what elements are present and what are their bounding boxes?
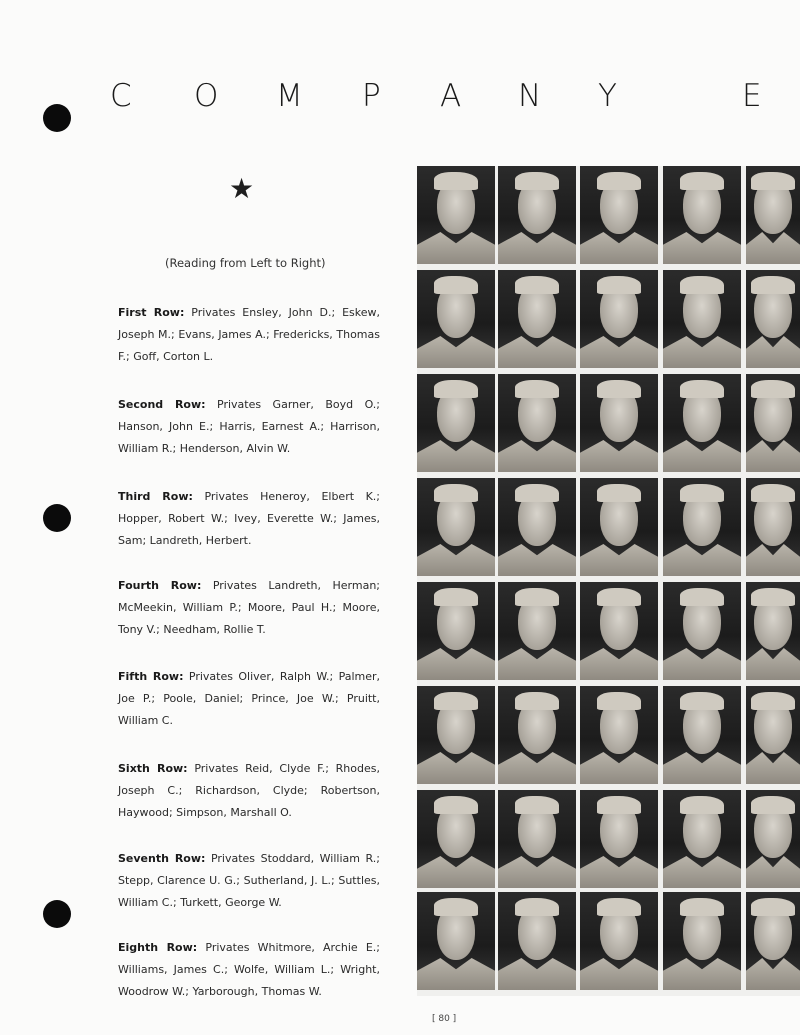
- soldier-portrait: [746, 166, 800, 264]
- uniform-shirt: [746, 440, 800, 472]
- caption-third-row: [118, 486, 380, 552]
- row-names: Privates Stoddard, William R.; Stepp, Clarence U. G.; Sutherland, J. L.; Suttles, William C.; Turkett, George W.: [118, 852, 380, 909]
- uniform-shirt: [663, 440, 741, 472]
- soldier-portrait: [498, 892, 576, 990]
- row-label: Sixth Row:: [118, 762, 188, 775]
- row-label: Fifth Row:: [118, 670, 184, 683]
- garrison-cap: [515, 172, 559, 190]
- uniform-shirt: [498, 856, 576, 888]
- garrison-cap: [680, 276, 724, 294]
- garrison-cap: [515, 380, 559, 398]
- soldier-portrait: [663, 686, 741, 784]
- garrison-cap: [680, 380, 724, 398]
- garrison-cap: [434, 898, 478, 916]
- soldier-portrait: [663, 582, 741, 680]
- soldier-portrait: [580, 166, 658, 264]
- row-names: Privates Reid, Clyde F.; Rhodes, Joseph C.; Richardson, Clyde; Robertson, Haywood; Simpson, Marshall O.: [118, 762, 380, 819]
- soldier-portrait: [580, 892, 658, 990]
- uniform-shirt: [417, 232, 495, 264]
- soldier-portrait: [417, 790, 495, 888]
- uniform-shirt: [417, 856, 495, 888]
- garrison-cap: [680, 796, 724, 814]
- uniform-shirt: [746, 958, 800, 990]
- garrison-cap: [434, 484, 478, 502]
- uniform-shirt: [498, 440, 576, 472]
- page-title: [110, 78, 800, 118]
- binder-hole-bottom: [43, 900, 71, 928]
- reading-note: (Reading from Left to Right): [165, 256, 326, 270]
- soldier-portrait: [746, 270, 800, 368]
- garrison-cap: [434, 588, 478, 606]
- soldier-portrait: [417, 374, 495, 472]
- caption-fifth-row: [118, 666, 380, 732]
- garrison-cap: [680, 898, 724, 916]
- garrison-cap: [434, 796, 478, 814]
- soldier-portrait: [498, 790, 576, 888]
- row-names: Privates Heneroy, Elbert K.; Hopper, Robert W.; Ivey, Everette W.; James, Sam; Landreth, Herbert.: [118, 490, 381, 547]
- garrison-cap: [597, 380, 641, 398]
- binder-hole-top: [43, 104, 71, 132]
- garrison-cap: [597, 588, 641, 606]
- soldier-portrait: [746, 374, 800, 472]
- caption-sixth-row: [118, 758, 380, 824]
- soldier-portrait: [498, 374, 576, 472]
- uniform-shirt: [580, 440, 658, 472]
- garrison-cap: [434, 172, 478, 190]
- soldier-portrait: [498, 478, 576, 576]
- soldier-portrait: [580, 582, 658, 680]
- garrison-cap: [751, 484, 795, 502]
- uniform-shirt: [498, 752, 576, 784]
- uniform-shirt: [417, 544, 495, 576]
- row-label: Second Row:: [118, 398, 206, 411]
- garrison-cap: [597, 276, 641, 294]
- row-label: Fourth Row:: [118, 579, 202, 592]
- garrison-cap: [751, 380, 795, 398]
- soldier-portrait: [417, 686, 495, 784]
- soldier-portrait: [498, 686, 576, 784]
- caption-seventh-row: [118, 848, 380, 914]
- caption-fourth-row: [118, 575, 380, 641]
- uniform-shirt: [663, 648, 741, 680]
- garrison-cap: [597, 692, 641, 710]
- soldier-portrait: [663, 166, 741, 264]
- soldier-portrait: [498, 166, 576, 264]
- portrait-photo-grid: [417, 166, 800, 996]
- soldier-portrait: [663, 270, 741, 368]
- soldier-portrait: [746, 892, 800, 990]
- star-icon: ★: [229, 172, 255, 205]
- row-names: Privates Oliver, Ralph W.; Palmer, Joe P.; Poole, Daniel; Prince, Joe W.; Pruitt, William C.: [118, 670, 381, 727]
- uniform-shirt: [498, 544, 576, 576]
- caption-second-row: [118, 394, 380, 460]
- soldier-portrait: [746, 790, 800, 888]
- title-letter: E: [742, 78, 762, 114]
- garrison-cap: [597, 484, 641, 502]
- uniform-shirt: [746, 856, 800, 888]
- soldier-portrait: [746, 686, 800, 784]
- uniform-shirt: [580, 856, 658, 888]
- soldier-portrait: [498, 582, 576, 680]
- uniform-shirt: [580, 752, 658, 784]
- soldier-portrait: [417, 166, 495, 264]
- garrison-cap: [515, 796, 559, 814]
- garrison-cap: [434, 380, 478, 398]
- garrison-cap: [515, 588, 559, 606]
- caption-eighth-row: [118, 937, 380, 1003]
- uniform-shirt: [663, 232, 741, 264]
- uniform-shirt: [417, 752, 495, 784]
- uniform-shirt: [663, 752, 741, 784]
- row-label: Eighth Row:: [118, 941, 198, 954]
- garrison-cap: [751, 692, 795, 710]
- uniform-shirt: [663, 958, 741, 990]
- garrison-cap: [751, 898, 795, 916]
- soldier-portrait: [417, 582, 495, 680]
- garrison-cap: [680, 484, 724, 502]
- soldier-portrait: [417, 270, 495, 368]
- uniform-shirt: [498, 232, 576, 264]
- title-letter: Y: [598, 78, 617, 114]
- soldier-portrait: [746, 478, 800, 576]
- garrison-cap: [751, 172, 795, 190]
- garrison-cap: [680, 692, 724, 710]
- garrison-cap: [515, 898, 559, 916]
- title-letter: C: [110, 78, 132, 114]
- uniform-shirt: [746, 752, 800, 784]
- garrison-cap: [597, 796, 641, 814]
- garrison-cap: [751, 276, 795, 294]
- garrison-cap: [597, 898, 641, 916]
- soldier-portrait: [746, 582, 800, 680]
- soldier-portrait: [580, 374, 658, 472]
- page-number: [ 80 ]: [432, 1014, 457, 1024]
- title-letter: P: [362, 78, 381, 114]
- row-label: Third Row:: [118, 490, 193, 503]
- soldier-portrait: [417, 892, 495, 990]
- soldier-portrait: [663, 478, 741, 576]
- uniform-shirt: [663, 336, 741, 368]
- uniform-shirt: [417, 336, 495, 368]
- garrison-cap: [751, 588, 795, 606]
- row-label: First Row:: [118, 306, 185, 319]
- uniform-shirt: [746, 648, 800, 680]
- soldier-portrait: [498, 270, 576, 368]
- uniform-shirt: [746, 544, 800, 576]
- garrison-cap: [515, 276, 559, 294]
- uniform-shirt: [498, 336, 576, 368]
- uniform-shirt: [663, 544, 741, 576]
- garrison-cap: [434, 276, 478, 294]
- garrison-cap: [751, 796, 795, 814]
- garrison-cap: [680, 588, 724, 606]
- row-label: Seventh Row:: [118, 852, 206, 865]
- uniform-shirt: [417, 958, 495, 990]
- uniform-shirt: [580, 648, 658, 680]
- caption-first-row: [118, 302, 380, 368]
- title-letter: N: [518, 78, 542, 114]
- title-letter: O: [194, 78, 219, 114]
- row-names: Privates Whitmore, Archie E.; Williams, James C.; Wolfe, William L.; Wright, Woodrow W.; Yarborough, Thomas W.: [118, 941, 380, 998]
- row-names: Privates Garner, Boyd O.; Hanson, John E.; Harris, Earnest A.; Harrison, William R.; Henderson, Alvin W.: [118, 398, 380, 455]
- uniform-shirt: [498, 648, 576, 680]
- garrison-cap: [515, 692, 559, 710]
- uniform-shirt: [746, 336, 800, 368]
- soldier-portrait: [417, 478, 495, 576]
- soldier-portrait: [663, 790, 741, 888]
- uniform-shirt: [580, 958, 658, 990]
- uniform-shirt: [417, 648, 495, 680]
- garrison-cap: [434, 692, 478, 710]
- uniform-shirt: [580, 544, 658, 576]
- title-letter: A: [440, 78, 462, 114]
- soldier-portrait: [580, 686, 658, 784]
- soldier-portrait: [663, 374, 741, 472]
- uniform-shirt: [746, 232, 800, 264]
- title-letter: M: [276, 78, 303, 114]
- garrison-cap: [680, 172, 724, 190]
- binder-hole-middle: [43, 504, 71, 532]
- soldier-portrait: [580, 270, 658, 368]
- garrison-cap: [515, 484, 559, 502]
- soldier-portrait: [580, 790, 658, 888]
- uniform-shirt: [663, 856, 741, 888]
- soldier-portrait: [663, 892, 741, 990]
- row-names: Privates Landreth, Herman; McMeekin, William P.; Moore, Paul H.; Moore, Tony V.; Needham, Rollie T.: [118, 579, 380, 636]
- garrison-cap: [597, 172, 641, 190]
- soldier-portrait: [580, 478, 658, 576]
- uniform-shirt: [417, 440, 495, 472]
- uniform-shirt: [580, 232, 658, 264]
- row-names: Privates Ensley, John D.; Eskew, Joseph M.; Evans, James A.; Fredericks, Thomas F.; Goff, Corton L.: [118, 306, 381, 363]
- uniform-shirt: [580, 336, 658, 368]
- uniform-shirt: [498, 958, 576, 990]
